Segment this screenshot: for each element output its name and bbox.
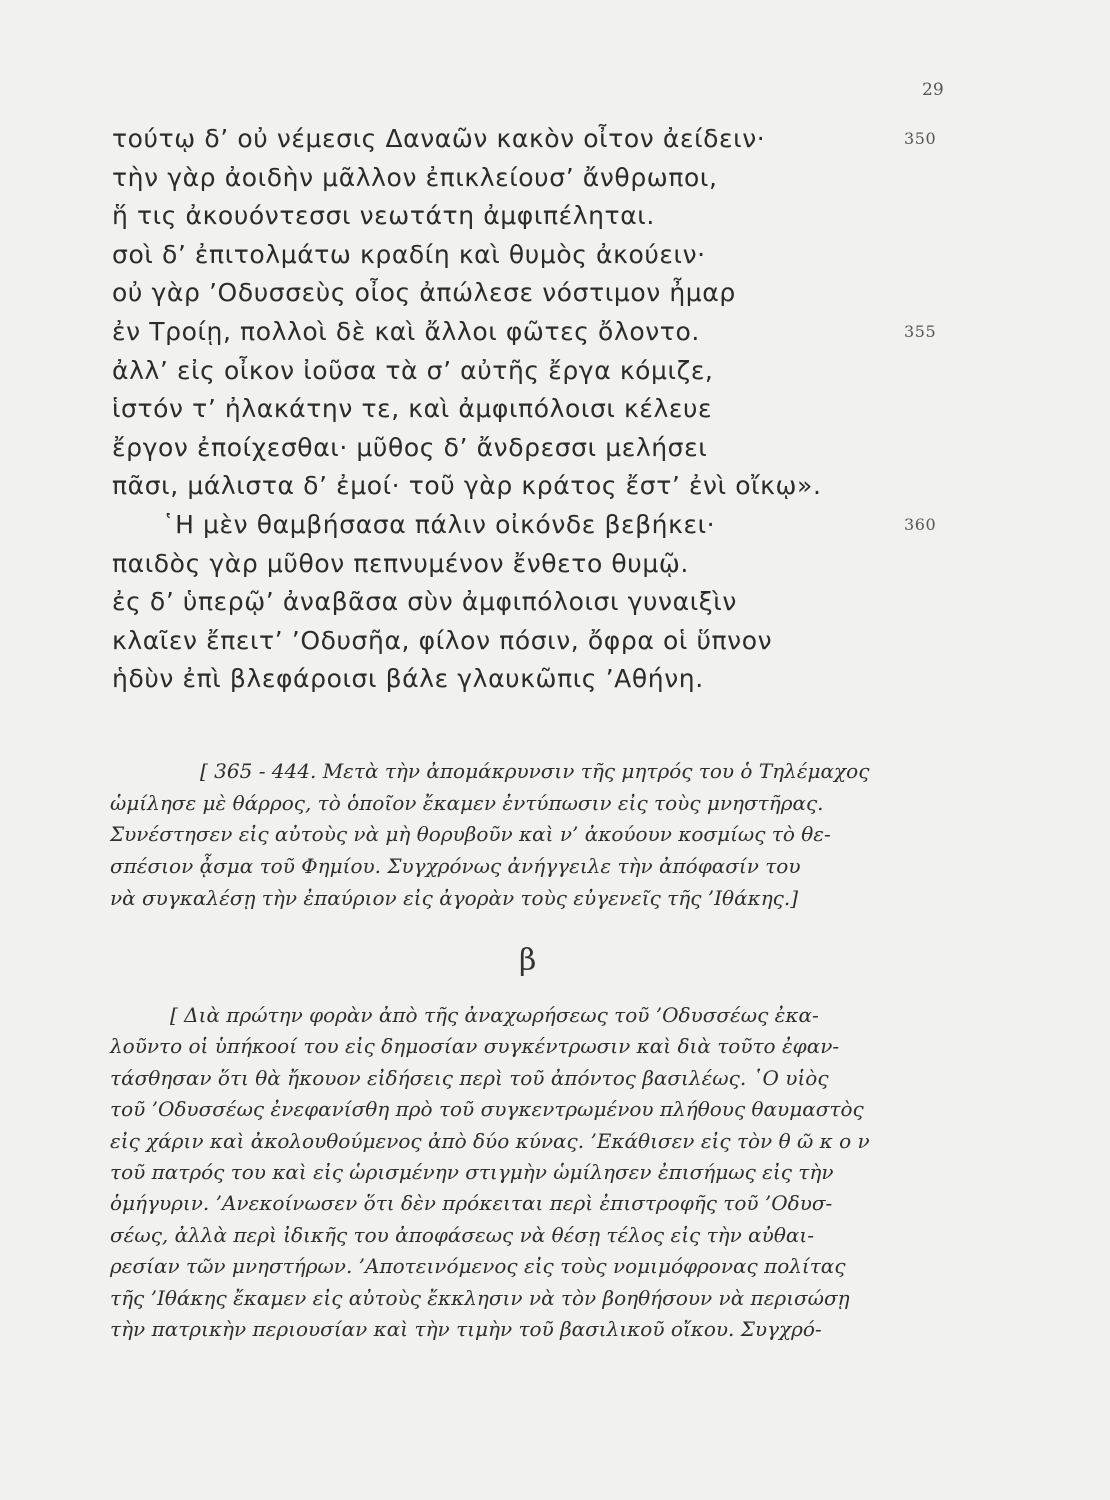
summary-line: λοῦντο οἱ ὑπήκοοί του εἰς δημοσίαν συγκέντρωσιν καὶ διὰ τοῦτο ἐφαν- bbox=[110, 1034, 840, 1059]
verse-line bbox=[112, 274, 962, 313]
verse-text: πᾶσι, μάλιστα δ’ ἐμοί· τοῦ γὰρ κράτος ἔστ’ ἐνὶ οἴκῳ». bbox=[112, 471, 822, 501]
verse-text: ἥ τις ἀκουόντεσσι νεωτάτη ἀμφιπέληται. bbox=[112, 201, 655, 231]
verse-text: παιδὸς γὰρ μῦθον πεπνυμένον ἔνθετο θυμῷ. bbox=[112, 548, 689, 578]
verse-text: ἡδὺν ἐπὶ βλεφάροισι βάλε γλαυκῶπις ’Αθήνη. bbox=[112, 664, 704, 694]
summary-paragraph-2 bbox=[110, 1000, 950, 1345]
summary-line: σέως, ἀλλὰ περὶ ἰδικῆς του ἀποφάσεως νὰ θέσῃ τέλος εἰς τὴν αὐθαι- bbox=[110, 1222, 814, 1247]
verse-text: ῾Η μὲν θαμβήσασα πάλιν οἰκόνδε βεβήκει· bbox=[162, 509, 716, 539]
summary-line: νὰ συγκαλέσῃ τὴν ἐπαύριον εἰς ἀγορὰν τοὺς εὐγενεῖς τῆς ’Ιθάκης.] bbox=[110, 885, 799, 910]
book-letter: β bbox=[519, 943, 537, 978]
summary-line: [ Διὰ πρώτην φορὰν ἀπὸ τῆς ἀναχωρήσεως τοῦ ’Οδυσσέως ἐκα- bbox=[170, 1003, 819, 1027]
verse-line bbox=[112, 159, 962, 198]
summary-paragraph-1 bbox=[110, 756, 950, 915]
verse-line bbox=[112, 660, 962, 699]
verse-line bbox=[112, 390, 962, 429]
summary-line: ὡμίλησε μὲ θάρρος, τὸ ὁποῖον ἔκαμεν ἐντύπωσιν εἰς τοὺς μνηστῆρας. bbox=[110, 790, 824, 815]
line-number: 350 bbox=[904, 129, 937, 148]
verse-line bbox=[112, 352, 962, 391]
verse-text: ἔργον ἐποίχεσθαι· μῦθος δ’ ἄνδρεσσι μελήσει bbox=[112, 432, 708, 462]
line-number: 355 bbox=[904, 321, 937, 341]
verse-line bbox=[112, 197, 962, 236]
verse-text: ἐν Τροίῃ, πολλοὶ δὲ καὶ ἄλλοι φῶτες ὄλοντο. bbox=[112, 316, 700, 346]
verse-text: τούτῳ δ’ οὐ νέμεσις Δαναῶν κακὸν οἶτον ἀείδειν· bbox=[112, 124, 766, 153]
page-number: 29 bbox=[922, 80, 944, 100]
summary-line: σπέσιον ᾆσμα τοῦ Φημίου. Συγχρόνως ἀνήγγειλε τὴν ἀπόφασίν του bbox=[110, 854, 801, 879]
summary-line: τὴν πατρικὴν περιουσίαν καὶ τὴν τιμὴν τοῦ βασιλικοῦ οἴκου. Συγχρό- bbox=[110, 1317, 822, 1342]
summary-line: τοῦ ’Οδυσσέως ἐνεφανίσθη πρὸ τοῦ συγκεντρωμένου πλήθους θαυμαστὸς bbox=[110, 1097, 864, 1122]
verse-text: ἱστόν τ’ ἠλακάτην τε, καὶ ἀμφιπόλοισι κέλευε bbox=[112, 394, 713, 424]
summary-line: [ 365 - 444. Μετὰ τὴν ἀπομάκρυνσιν τῆς μητρός του ὁ Τηλέμαχος bbox=[200, 759, 870, 783]
verse-text: τὴν γὰρ ἀοιδὴν μᾶλλον ἐπικλείουσ’ ἄνθρωποι, bbox=[112, 162, 718, 192]
verse-text: κλαῖεν ἔπειτ’ ’Οδυσῆα, φίλον πόσιν, ὄφρα οἱ ὕπνον bbox=[112, 625, 773, 655]
verse-line bbox=[112, 622, 962, 661]
summary-line: τοῦ πατρός του καὶ εἰς ὡρισμένην στιγμὴν ὡμίλησεν ἐπισήμως εἰς τὴν bbox=[110, 1160, 834, 1185]
verse-line bbox=[112, 429, 962, 468]
verse-line bbox=[112, 583, 962, 622]
verse-line bbox=[112, 236, 962, 275]
summary-line: ὁμήγυριν. ’Ανεκοίνωσεν ὅτι δὲν πρόκειται περὶ ἐπιστροφῆς τοῦ ’Οδυσ- bbox=[110, 1191, 833, 1216]
verse-text: οὐ γὰρ ’Οδυσσεὺς οἶος ἀπώλεσε νόστιμον ἦμαρ bbox=[112, 278, 736, 308]
verse-text: σοὶ δ’ ἐπιτολμάτω κραδίη καὶ θυμὸς ἀκούειν· bbox=[112, 239, 706, 269]
summary-line: ρεσίαν τῶν μνηστήρων. ’Αποτεινόμενος εἰς τοὺς νομιμόφρονας πολίτας bbox=[110, 1254, 846, 1279]
verse-line bbox=[112, 545, 962, 584]
verse-line bbox=[112, 313, 962, 352]
verse-text: ἀλλ’ εἰς οἶκον ἰοῦσα τὰ σ’ αὐτῆς ἔργα κόμιζε, bbox=[112, 355, 714, 385]
summary-line: εἰς χάριν καὶ ἀκολουθούμενος ἀπὸ δύο κύνας. ’Εκάθισεν εἰς τὸν θ ῶ κ ο ν bbox=[110, 1128, 870, 1153]
verse-line bbox=[112, 506, 962, 545]
verse-line bbox=[112, 120, 962, 159]
summary-line: τῆς ’Ιθάκης ἔκαμεν εἰς αὐτοὺς ἔκκλησιν νὰ τὸν βοηθήσουν νὰ περισώσῃ bbox=[110, 1285, 850, 1310]
summary-line: τάσθησαν ὅτι θὰ ἤκουον εἰδήσεις περὶ τοῦ ἀπόντος βασιλέως. ῾Ο υἱὸς bbox=[110, 1065, 829, 1090]
verse-block bbox=[112, 120, 962, 699]
summary-line: Συνέστησεν εἰς αὐτοὺς νὰ μὴ θορυβοῦν καὶ ν’ ἀκούουν κοσμίως τὸ θε- bbox=[110, 822, 831, 847]
verse-text: ἐς δ’ ὑπερῷ’ ἀναβᾶσα σὺν ἀμφιπόλοισι γυναιξὶν bbox=[112, 587, 737, 617]
line-number: 360 bbox=[904, 514, 937, 534]
verse-line bbox=[112, 467, 962, 506]
